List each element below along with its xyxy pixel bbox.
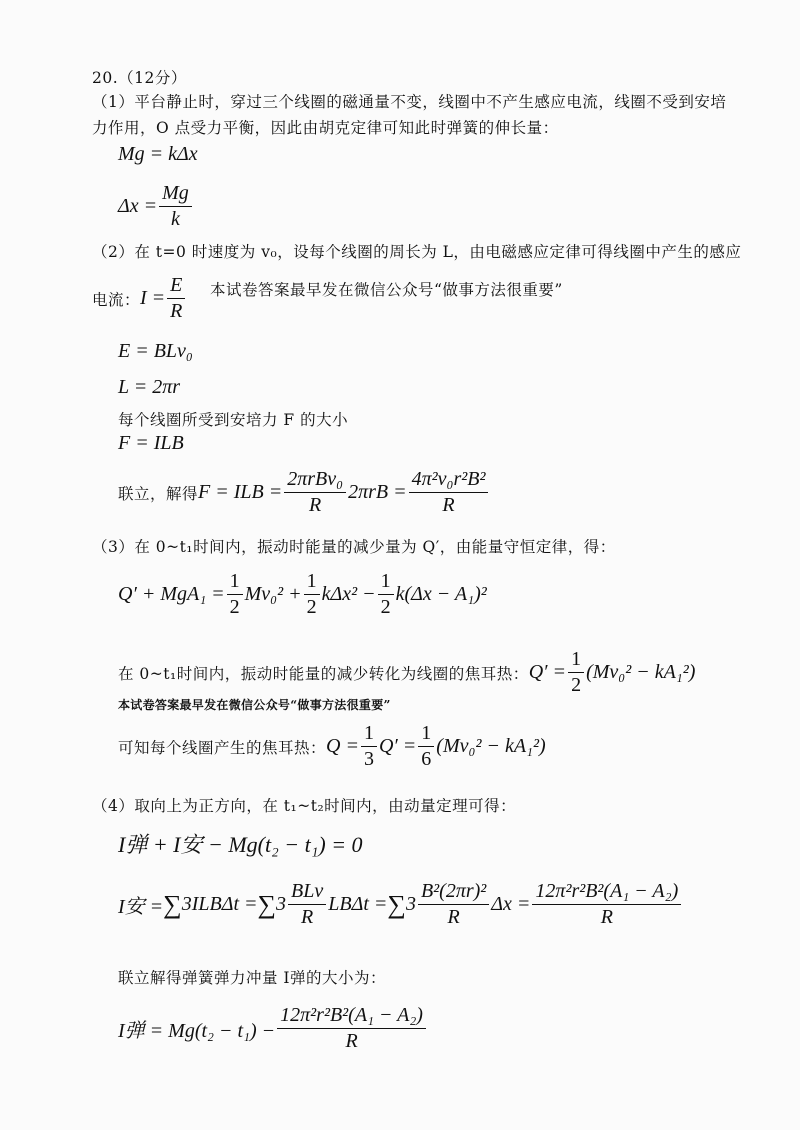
ampere-lhs: I安 = <box>118 896 164 918</box>
eq-dx-frac <box>159 182 192 231</box>
current-den: R <box>170 300 183 322</box>
spring-frac-num: 12π²r²B²(A₁ − A₂) <box>277 1004 426 1029</box>
joint-eq-row <box>118 468 490 517</box>
joule-rhs: (Mv₀² − kA₁²) <box>586 661 696 683</box>
third-den: 3 <box>363 748 374 770</box>
current-eq-row <box>92 274 187 323</box>
ampere-c: LBΔt = <box>328 893 388 915</box>
ampere-frac2-num: B²(2πr)² <box>418 880 489 905</box>
part3-line2: 在 0~t₁时间内，振动时能量的减少转化为线圈的焦耳热： <box>118 664 529 683</box>
joule-lhs: Q′ = <box>528 661 567 683</box>
spring-frac <box>277 1004 426 1053</box>
joint-frac1-num: 2πrBv₀ <box>284 468 346 493</box>
half-num-3: 1 <box>378 570 394 595</box>
eq-hooke: Mg = kΔx <box>118 143 198 165</box>
part2-line1: （2）在 t=0 时速度为 v₀，设每个线圈的周长为 L，由电磁感应定律可得线圈中产生的感应 <box>92 243 742 261</box>
half-den-2: 2 <box>306 596 317 618</box>
spring-impulse-eq <box>118 1004 428 1053</box>
half-den-1: 2 <box>229 596 240 618</box>
joint-frac1-den: R <box>309 494 322 516</box>
part1-line1: （1）平台静止时，穿过三个线圈的磁通量不变，线圈中不产生感应电流，线圈不受到安培 <box>92 93 727 111</box>
ampere-a: 3ILBΔt = <box>181 893 258 915</box>
energy-term1: Mv₀² + <box>244 583 302 605</box>
eq-dx-lhs: Δx = <box>118 195 158 217</box>
ampere-frac1 <box>288 880 326 929</box>
each-coil-lhs: Q = <box>326 735 359 757</box>
eq-dx-num: Mg <box>159 182 192 207</box>
current-lhs: I = <box>140 287 166 309</box>
joint-lhs: F = ILB = <box>198 481 283 503</box>
part1-line2: 力作用，O 点受力平衡，因此由胡克定律可知此时弹簧的伸长量： <box>92 119 559 137</box>
part4-line1: （4）取向上为正方向，在 t₁~t₂时间内，由动量定理可得： <box>92 797 517 815</box>
half-den-3: 2 <box>380 596 391 618</box>
half-frac-1 <box>227 570 243 619</box>
ampere-b: 3 <box>276 893 287 915</box>
force-line: 每个线圈所受到安培力 F 的大小 <box>118 411 349 429</box>
energy-lhs: Q′ + MgA₁ = <box>118 583 225 605</box>
watermark-1: 本试卷答案最早发在微信公众号“做事方法很重要” <box>210 281 563 299</box>
part4-line2: 联立解得弹簧弹力冲量 I弹的大小为： <box>118 969 387 987</box>
half-frac-3 <box>378 570 394 619</box>
spring-frac-den: R <box>345 1030 358 1052</box>
energy-term2: kΔx² − <box>321 583 376 605</box>
sixth-frac <box>418 722 434 771</box>
joint-frac1 <box>284 468 346 517</box>
each-coil-mid: Q′ = <box>378 735 417 757</box>
sixth-den: 6 <box>421 748 432 770</box>
joint-mid: 2πrB = <box>348 481 407 503</box>
spring-lhs: I弹 = Mg(t₂ − t₁) − <box>118 1020 276 1042</box>
eq-force: F = ILB <box>118 432 184 454</box>
eq-perimeter: L = 2πr <box>118 376 181 398</box>
joint-prefix: 联立，解得 <box>118 484 199 503</box>
each-coil-rhs: (Mv₀² − kA₁²) <box>436 735 546 757</box>
eq-dx-den: k <box>171 208 180 230</box>
sixth-num: 1 <box>418 722 434 747</box>
ampere-d: 3 <box>405 893 416 915</box>
ampere-frac2 <box>418 880 489 929</box>
each-coil-eq-row <box>118 722 546 771</box>
current-prefix: 电流： <box>92 290 141 309</box>
ampere-impulse-eq <box>118 880 683 929</box>
half-frac-2 <box>304 570 320 619</box>
current-frac <box>167 274 185 323</box>
half-num-1: 1 <box>227 570 243 595</box>
third-num: 1 <box>361 722 377 747</box>
ampere-e: Δx = <box>491 893 531 915</box>
joule-eq-row <box>118 648 695 697</box>
joint-frac2-den: R <box>442 494 455 516</box>
current-num: E <box>167 274 185 299</box>
joint-frac2-num: 4π²v₀r²B² <box>409 468 489 493</box>
ampere-frac3 <box>532 880 681 929</box>
ampere-frac3-den: R <box>600 906 613 928</box>
ampere-frac1-num: BLv <box>288 880 326 905</box>
energy-term3: k(Δx − A₁)² <box>395 583 487 605</box>
part3-line1: （3）在 0~t₁时间内，振动时能量的减少量为 Q′，由能量守恒定律，得： <box>92 538 616 556</box>
eq-dx <box>118 182 194 231</box>
ampere-frac1-den: R <box>301 906 314 928</box>
momentum-eq: I弹 + I安 − Mg(t₂ − t₁) = 0 <box>118 832 363 857</box>
ampere-frac2-den: R <box>447 906 460 928</box>
sum-symbol-2: ∑ <box>257 889 277 919</box>
joint-frac2 <box>409 468 489 517</box>
half-frac-4 <box>568 648 584 697</box>
third-frac <box>361 722 377 771</box>
sum-symbol-3: ∑ <box>387 889 406 919</box>
half-num-2: 1 <box>304 570 320 595</box>
eq-emf: E = BLv₀ <box>118 340 193 362</box>
energy-eq <box>118 570 487 619</box>
sum-symbol-1: ∑ <box>163 889 182 919</box>
watermark-2: 本试卷答案最早发在微信公众号“做事方法很重要” <box>118 698 391 712</box>
half-num-4: 1 <box>568 648 584 673</box>
part3-line3: 可知每个线圈产生的焦耳热： <box>118 738 327 757</box>
half-den-4: 2 <box>571 674 582 696</box>
problem-header: 20.（12分） <box>92 69 187 87</box>
ampere-frac3-num: 12π²r²B²(A₁ − A₂) <box>532 880 681 905</box>
